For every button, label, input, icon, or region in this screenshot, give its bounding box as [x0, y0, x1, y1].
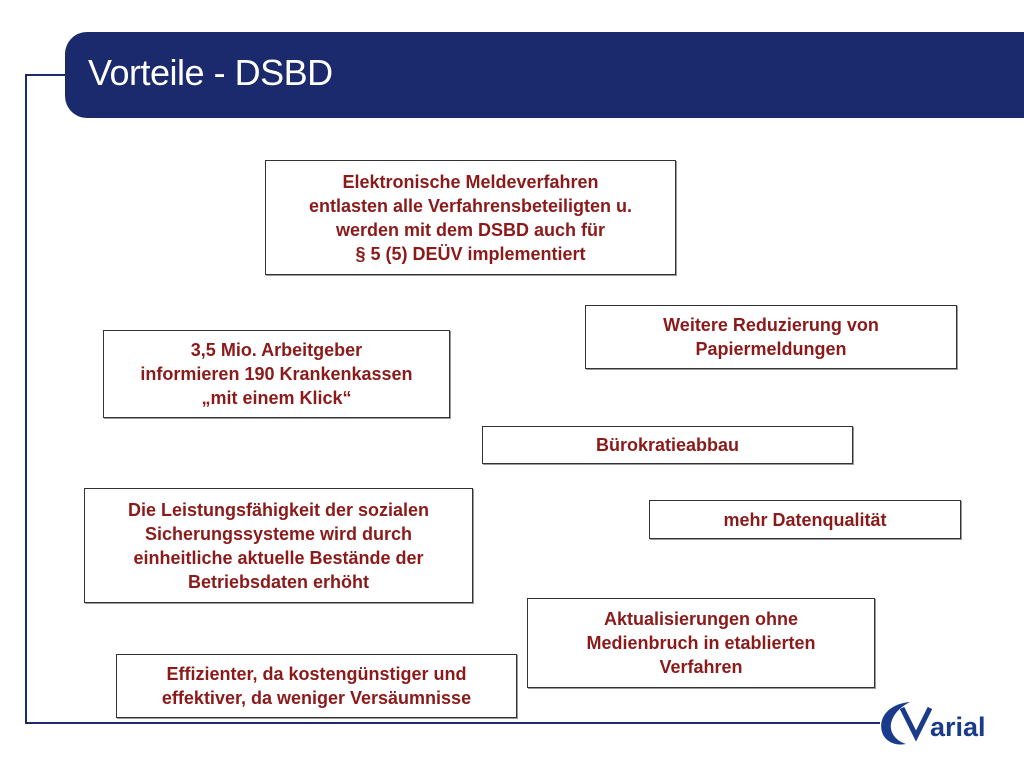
varial-logo [876, 696, 1006, 750]
box-employers: 3,5 Mio. Arbeitgeber informieren 190 Krankenkassen „mit einem Klick“ [103, 330, 450, 418]
logo-text: arial [930, 712, 986, 742]
frame-line-bottom [25, 722, 880, 724]
box-bureaucracy: Bürokratieabbau [482, 426, 853, 464]
slide-title: Vorteile - DSBD [88, 52, 333, 93]
box-data-quality: mehr Datenqualität [649, 500, 961, 539]
frame-line-top [25, 74, 67, 76]
box-social-security: Die Leistungsfähigkeit der sozialen Sicherungssysteme wird durch einheitliche aktuelle Bestände der Betriebsdaten erhöht [84, 488, 473, 603]
frame-line-left [25, 74, 27, 724]
box-paper-reduction: Weitere Reduzierung von Papiermeldungen [585, 305, 957, 369]
box-electronic-reporting: Elektronische Meldeverfahren entlasten alle Verfahrensbeteiligten u. werden mit dem DSBD auch für § 5 (5) DEÜV implementiert [265, 160, 676, 275]
box-efficiency: Effizienter, da kostengünstiger und effektiver, da weniger Versäumnisse [116, 654, 517, 718]
box-updates: Aktualisierungen ohne Medienbruch in etablierten Verfahren [527, 598, 875, 688]
